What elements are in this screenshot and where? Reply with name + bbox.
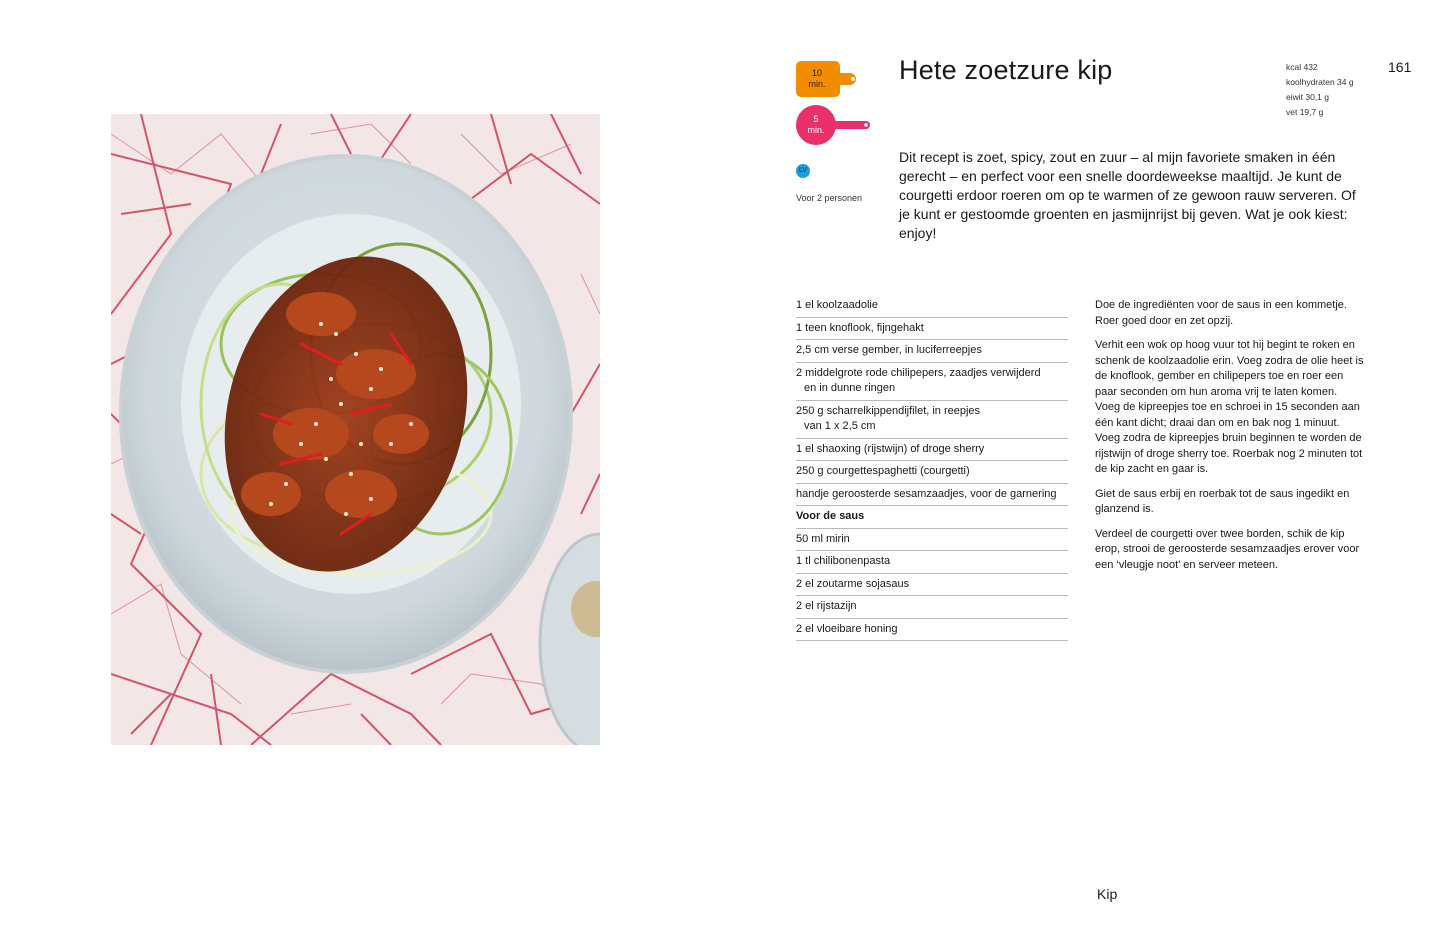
food-photo-illustration <box>111 114 600 745</box>
ingredient-item <box>796 441 1068 462</box>
ingredient-text: 250 g courgettespaghetti (courgetti) <box>796 465 970 477</box>
ingredient-item <box>796 342 1068 363</box>
nutrition-info <box>1286 60 1354 120</box>
nutrition-protein: eiwit 30,1 g <box>1286 92 1329 102</box>
ingredient-item <box>796 576 1068 597</box>
ingredient-item <box>796 320 1068 341</box>
ingredient-item <box>796 463 1068 484</box>
ingredient-text: 2,5 cm verse gember, in luciferreepjes <box>796 344 982 356</box>
ingredient-item <box>796 403 1068 439</box>
cook-time-value: 5 <box>813 114 819 124</box>
nutrition-carbs: koolhydraten 34 g <box>1286 77 1354 87</box>
method-step: Giet de saus erbij en roerbak tot de saus ingedikt en glanzend is. <box>1095 487 1350 515</box>
ingredient-text: 50 ml mirin <box>796 532 850 545</box>
ingredient-text: 2 el vloeibare honing <box>796 622 898 635</box>
ingredient-text: 2 el rijstazijn <box>796 600 857 612</box>
ingredient-text: 1 teen knoflook, fijngehakt <box>796 321 924 334</box>
method-step: Verdeel de courgetti over twee borden, schik de kip erop, strooi de geroosterde sesamzaadjes erover voor een ‘vleugje noot’ en serveer meteen. <box>1095 527 1360 571</box>
diet-badge-icon: LV <box>796 164 810 178</box>
ingredient-item <box>796 365 1068 401</box>
ingredient-text-continued: van 1 x 2,5 cm <box>804 420 876 432</box>
ingredient-item <box>796 486 1068 507</box>
nutrition-kcal: kcal 432 <box>1286 62 1318 72</box>
cook-time-unit: min. <box>807 125 825 135</box>
ingredient-text: 1 el koolzaadolie <box>796 299 878 311</box>
section-heading-text: Voor de saus <box>796 510 865 522</box>
ingredient-text: 2 el zoutarme sojasaus <box>796 577 910 590</box>
chapter-footer: Kip <box>1097 886 1118 902</box>
method-step: Verhit een wok op hoog vuur tot hij begint te roken en schenk de koolzaadolie erin. Voeg zodra de olie heet is de knoflook, gember en chilipepers toe en roer een paar seconden om hun aroma vrij te laten komen. Voeg de kipreepjes toe en schroei in 15 seconden aan één kant dicht; draai dan om en bak nog 1 minuut. Voeg zodra de kipreepjes bruin beginnen te worden de rijstwijn of droge sherry toe. Roerbak nog 2 minuten tot de kip zacht en gaar is. <box>1095 339 1364 475</box>
ingredient-item <box>796 598 1068 619</box>
recipe-title: Hete zoetzure kip <box>899 55 1113 85</box>
servings-label: Voor 2 personen <box>796 193 863 203</box>
recipe-intro: Dit recept is zoet, spicy, zout en zuur – al mijn favoriete smaken in één gerecht – en perfect voor een snelle doordeweekse maaltijd. Je kunt de courgetti erdoor roeren om op te warmen of ze gewoon rauw serveren. Of je kunt er gestoomde groenten en jasmijnrijst bij geven. Wat je ook kiest: enjoy! <box>899 149 1356 241</box>
ingredient-text: 1 tl chilibonenpasta <box>796 555 891 567</box>
prep-time-badge <box>796 61 860 97</box>
ingredient-text: 1 el shaoxing (rijstwijn) of droge sherry <box>796 442 985 455</box>
cook-time-badge <box>796 105 872 145</box>
prep-time-unit: min. <box>808 79 826 89</box>
recipe-photo <box>111 114 600 745</box>
method-step: Doe de ingrediënten voor de saus in een kommetje. Roer goed door en zet opzij. <box>1095 299 1347 327</box>
ingredient-text: handje geroosterde sesamzaadjes, voor de garnering <box>796 487 1057 500</box>
ingredient-list <box>796 297 1068 643</box>
ingredient-item <box>796 553 1068 574</box>
ingredient-item <box>796 531 1068 552</box>
ingredient-text: 2 middelgrote rode chilipepers, zaadjes verwijderd <box>796 366 1041 379</box>
nutrition-fat: vet 19,7 g <box>1286 107 1324 117</box>
ingredient-item <box>796 297 1068 318</box>
ingredient-text: 250 g scharrelkippendijfilet, in reepjes <box>796 404 981 417</box>
ingredient-section-heading <box>796 508 1068 529</box>
prep-time-value: 10 <box>811 68 822 78</box>
ingredient-text-continued: en in dunne ringen <box>804 382 896 394</box>
page-number: 161 <box>1388 59 1412 75</box>
ingredient-item <box>796 621 1068 642</box>
method-steps <box>1095 298 1365 582</box>
